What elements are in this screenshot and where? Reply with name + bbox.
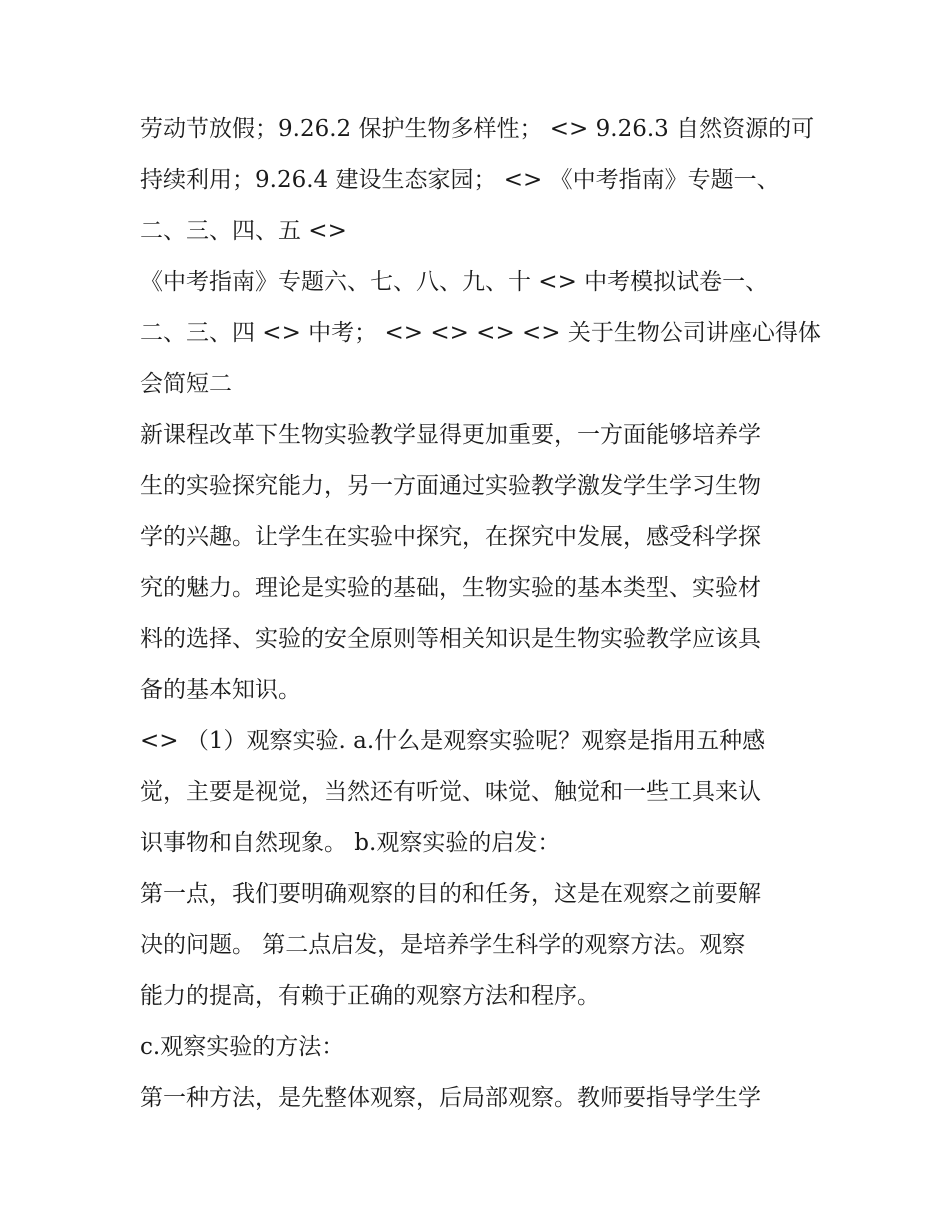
text-line: 学的兴趣。让学生在实验中探究，在探究中发展，感受科学探 [140,524,761,550]
text-line: 二、三、四 <> 中考； <> <> <> <> 关于生物公司讲座心得体 [140,320,821,346]
text-line: 觉，主要是视觉，当然还有听觉、味觉、触觉和一些工具来认 [140,779,761,805]
text-line: 第一点，我们要明确观察的目的和任务，这是在观察之前要解 [140,881,761,907]
text-line: 备的基本知识。 [140,677,301,703]
text-line: 会简短二 [140,371,232,397]
text-line: 二、三、四、五 <> [140,218,347,244]
text-line: 决的问题。 第二点启发，是培养学生科学的观察方法。观察 [140,932,746,958]
text-line: 新课程改革下生物实验教学显得更加重要，一方面能够培养学 [140,422,761,448]
text-line: 料的选择、实验的安全原则等相关知识是生物实验教学应该具 [140,626,761,652]
text-line: 《中考指南》专题六、七、八、九、十 <> 中考模拟试卷一、 [140,269,769,295]
text-line: <> （1）观察实验. a.什么是观察实验呢？观察是指用五种感 [140,728,766,754]
text-line: 生的实验探究能力，另一方面通过实验教学激发学生学习生物 [140,473,761,499]
text-line: c.观察实验的方法： [140,1034,345,1060]
text-line: 第一种方法，是先整体观察，后局部观察。教师要指导学生学 [140,1085,761,1111]
document-body-text [140,104,820,1124]
text-line: 究的魅力。理论是实验的基础，生物实验的基本类型、实验材 [140,575,761,601]
text-line: 持续利用；9.26.4 建设生态家园； <> 《中考指南》专题一、 [140,167,780,193]
text-line: 能力的提高，有赖于正确的观察方法和程序。 [140,983,600,1009]
text-line: 识事物和自然现象。 b.观察实验的启发： [140,830,561,856]
text-line: 劳动节放假；9.26.2 保护生物多样性； <> 9.26.3 自然资源的可 [140,116,815,142]
